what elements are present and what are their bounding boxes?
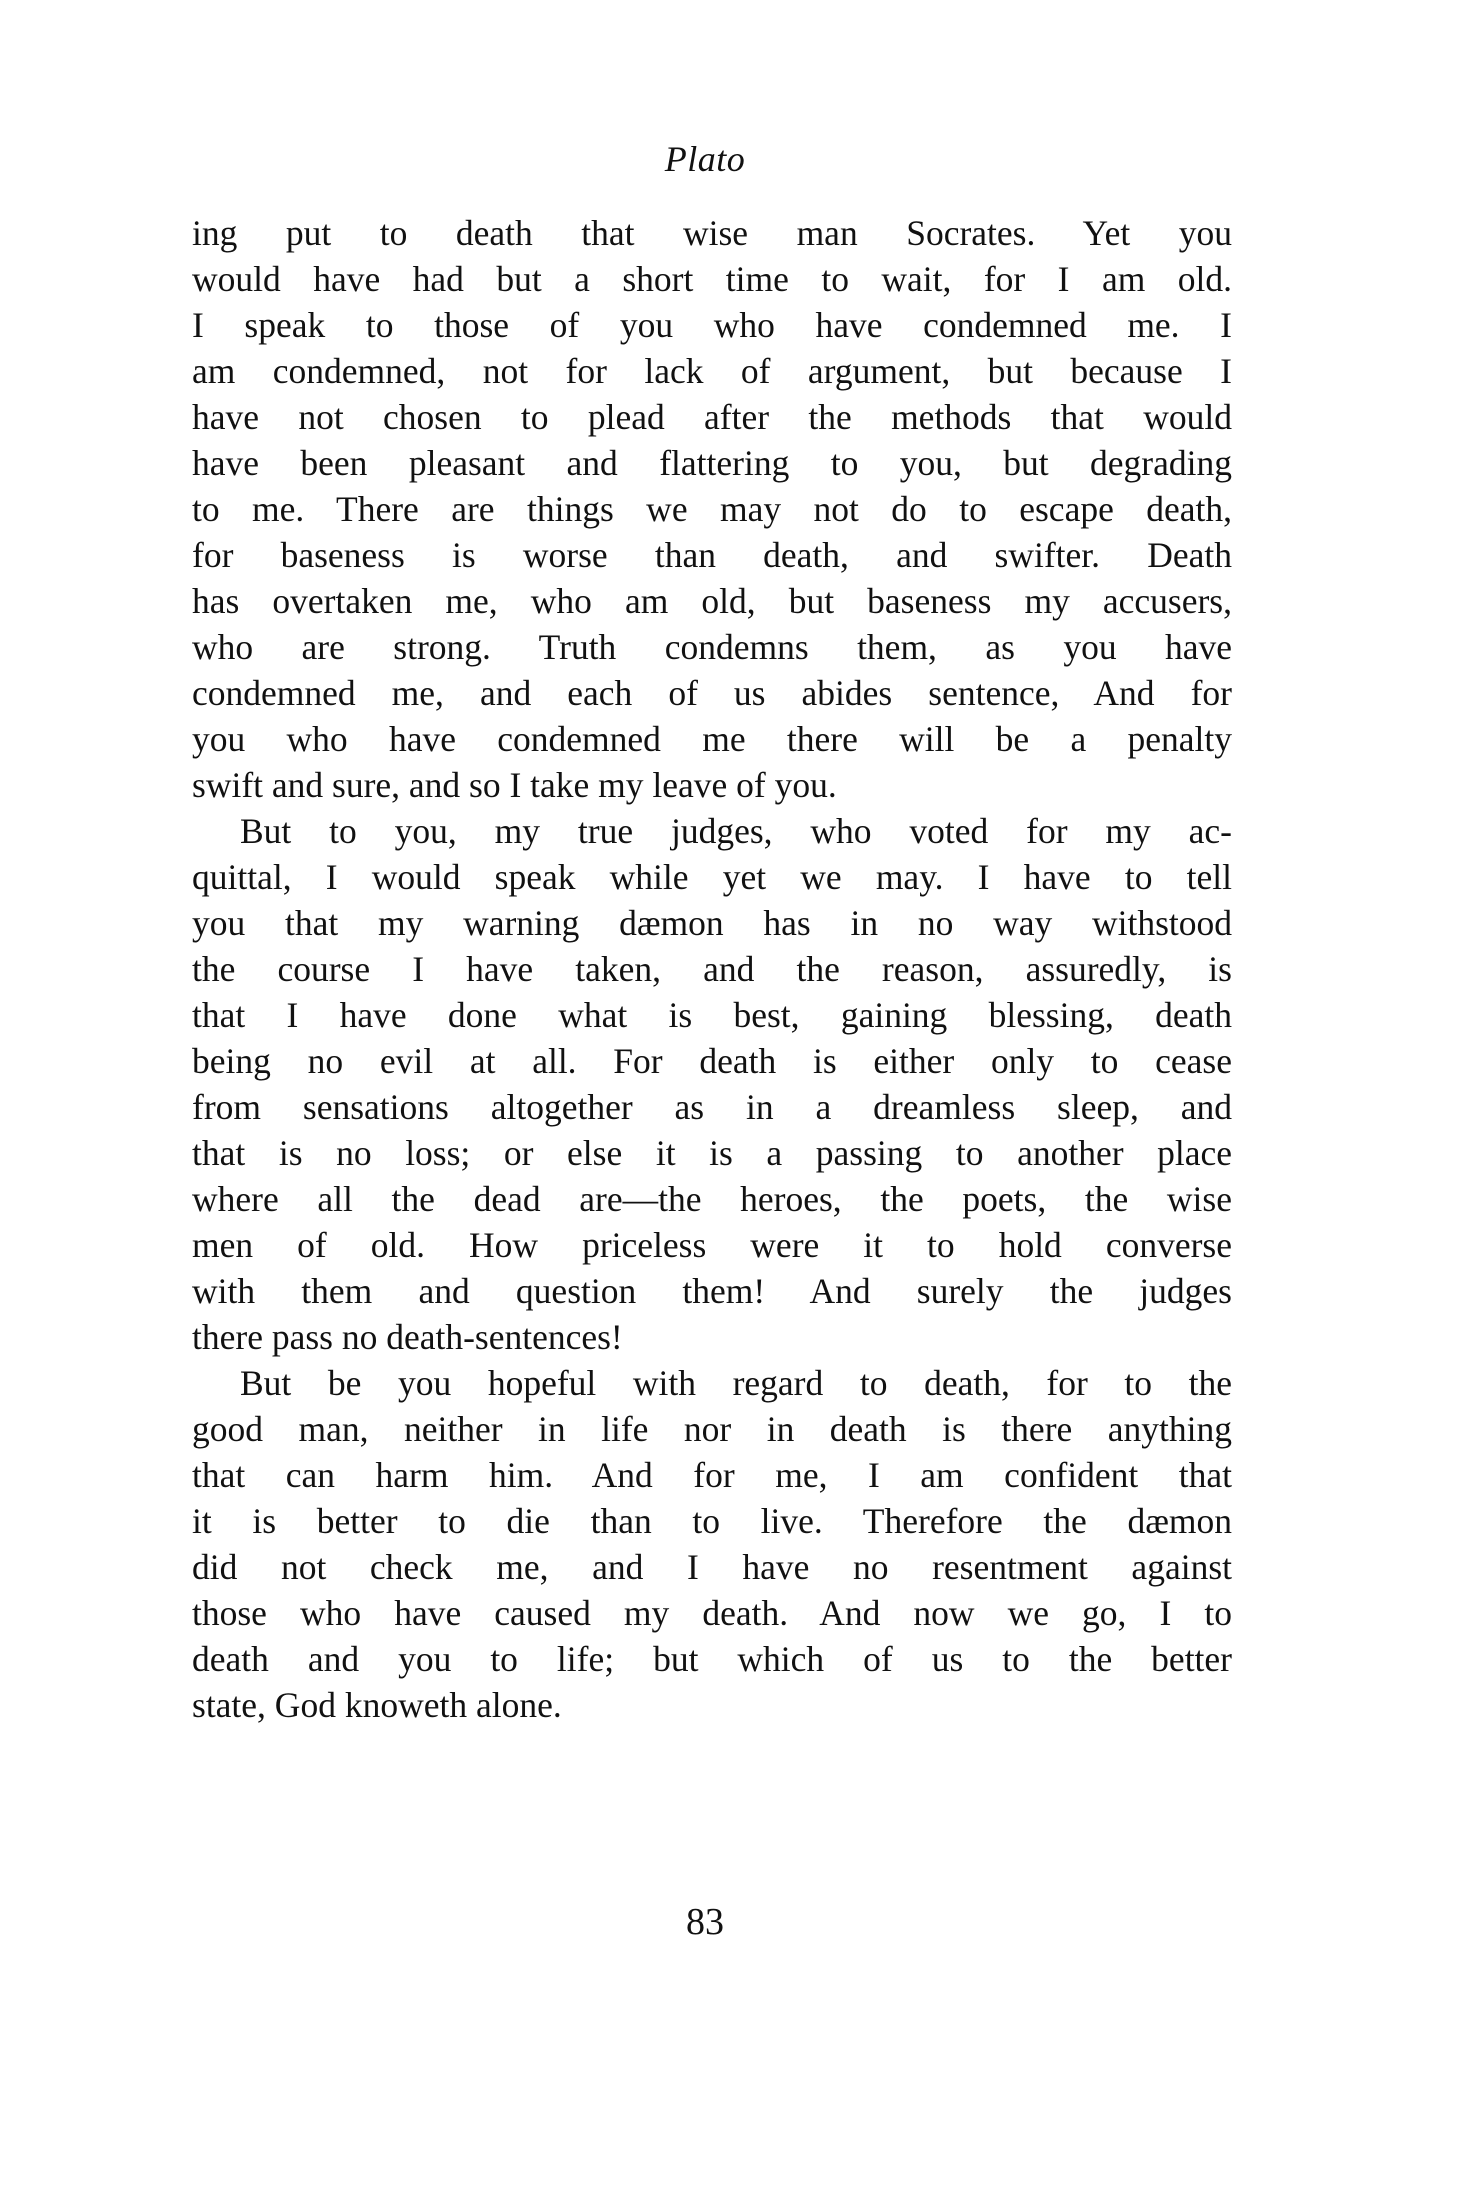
running-head: Plato: [664, 139, 746, 179]
text-line: from sensations altogether as in a dreamless sleep, and: [192, 1087, 1232, 1127]
body-text: [192, 210, 1232, 1728]
text-line: that is no loss; or else it is a passing to another place: [192, 1133, 1232, 1173]
text-line: where all the dead are—the heroes, the poets, the wise: [192, 1179, 1232, 1219]
text-line: you who have condemned me there will be a penalty: [192, 719, 1232, 759]
text-line: I speak to those of you who have condemned me. I: [192, 305, 1232, 345]
text-line: with them and question them! And surely the judges: [192, 1271, 1232, 1311]
paragraph-end-line: swift and sure, and so I take my leave of you.: [192, 765, 837, 805]
text-line: am condemned, not for lack of argument, but because I: [192, 351, 1232, 391]
text-line: who are strong. Truth condemns them, as you have: [192, 627, 1232, 667]
text-line: have not chosen to plead after the methods that would: [192, 397, 1232, 437]
text-line: good man, neither in life nor in death is there anything: [192, 1409, 1232, 1449]
text-line: did not check me, and I have no resentment against: [192, 1547, 1232, 1587]
text-line: the course I have taken, and the reason, assuredly, is: [192, 949, 1232, 989]
text-line: men of old. How priceless were it to hold converse: [192, 1225, 1232, 1265]
text-line: death and you to life; but which of us to the better: [192, 1639, 1232, 1679]
text-line: you that my warning dæmon has in no way withstood: [192, 903, 1232, 943]
text-line: being no evil at all. For death is either only to cease: [192, 1041, 1232, 1081]
text-line: to me. There are things we may not do to escape death,: [192, 489, 1232, 529]
text-line: has overtaken me, who am old, but baseness my accusers,: [192, 581, 1232, 621]
text-line: that I have done what is best, gaining blessing, death: [192, 995, 1232, 1035]
text-line: that can harm him. And for me, I am confident that: [192, 1455, 1232, 1495]
text-line: it is better to die than to live. Therefore the dæmon: [192, 1501, 1232, 1541]
paragraph-start-line: But be you hopeful with regard to death, for to the: [240, 1363, 1232, 1403]
text-line: have been pleasant and flattering to you, but degrading: [192, 443, 1232, 483]
text-line: quittal, I would speak while yet we may. I have to tell: [192, 857, 1232, 897]
text-line: those who have caused my death. And now we go, I to: [192, 1593, 1232, 1633]
paragraph-end-line: state, God knoweth alone.: [192, 1685, 562, 1725]
text-line: condemned me, and each of us abides sentence, And for: [192, 673, 1232, 713]
paragraph-end-line: there pass no death-sentences!: [192, 1317, 623, 1357]
text-line: would have had but a short time to wait, for I am old.: [192, 259, 1232, 299]
text-line: ing put to death that wise man Socrates. Yet you: [192, 213, 1232, 253]
paragraph-start-line: But to you, my true judges, who voted for my ac-: [240, 811, 1232, 851]
text-line: for baseness is worse than death, and swifter. Death: [192, 535, 1232, 575]
page-number: 83: [686, 1901, 724, 1943]
